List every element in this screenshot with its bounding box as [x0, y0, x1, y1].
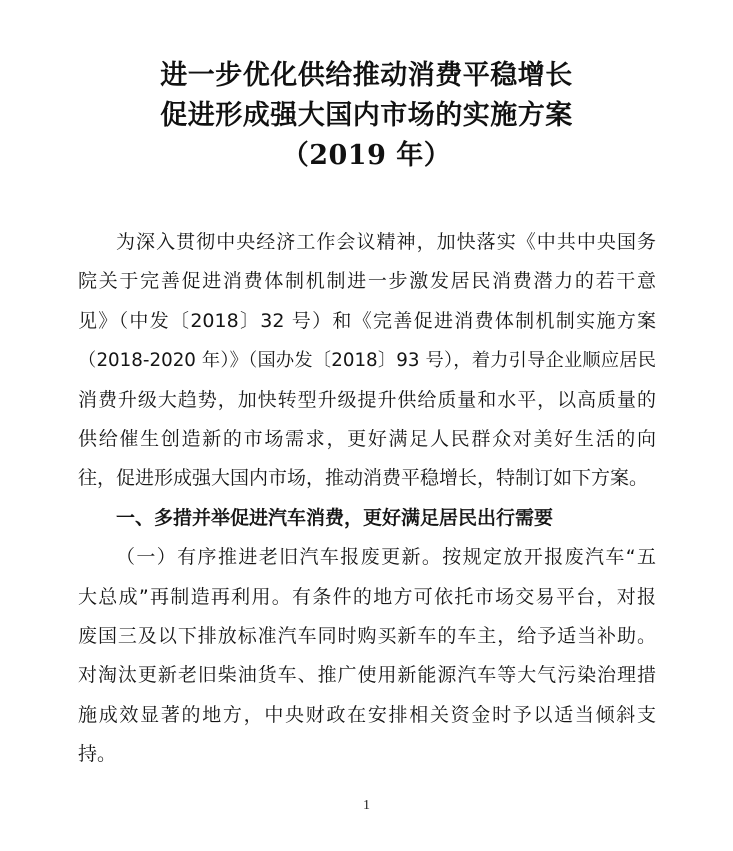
paragraph-line: 见》（中发〔2018〕32 号）和《完善促进消费体制机制实施方案 [78, 309, 656, 332]
paragraph-car-scrappage [78, 538, 656, 774]
paragraph-line: 为深入贯彻中央经济工作会议精神，加快落实《中共中央国务 [116, 231, 656, 253]
section-heading-1: 一、多措并举促进汽车消费，更好满足居民出行需要 [116, 506, 554, 529]
paragraph-line: 废国三及以下排放标准汽车同时购买新车的车主，给予适当补助。 [78, 624, 656, 647]
document-body [78, 223, 656, 774]
paragraph-line: 供给催生创造新的市场需求，更好满足人民群众对美好生活的向 [78, 427, 656, 450]
title-line-2: 促进形成强大国内市场的实施方案 [160, 100, 573, 131]
paragraph-intro [78, 223, 656, 499]
title-year: （2019 年） [281, 140, 452, 171]
paragraph-line: （2018-2020 年）》（国办发〔2018〕93 号），着力引导企业顺应居民 [78, 350, 656, 372]
paragraph-line: 对淘汰更新老旧柴油货车、推广使用新能源汽车等大气污染治理措 [78, 664, 656, 687]
document-title [0, 56, 733, 176]
paragraph-line: 往，促进形成强大国内市场，推动消费平稳增长，特制订如下方案。 [78, 467, 649, 490]
paragraph-line: 院关于完善促进消费体制机制进一步激发居民消费潜力的若干意 [78, 270, 656, 293]
paragraph-line: 大总成”再制造再利用。有条件的地方可依托市场交易平台，对报 [78, 585, 656, 608]
paragraph-line: 施成效显著的地方，中央财政在安排相关资金时予以适当倾斜支 [78, 703, 656, 726]
paragraph-line: （一）有序推进老旧汽车报废更新。按规定放开报废汽车“五 [116, 546, 656, 569]
paragraph-line: 消费升级大趋势，加快转型升级提升供给质量和水平，以高质量的 [78, 388, 656, 411]
title-line-1: 进一步优化供给推动消费平稳增长 [160, 60, 573, 91]
paragraph-line: 持。 [78, 743, 117, 766]
page-number: 1 [363, 798, 370, 813]
